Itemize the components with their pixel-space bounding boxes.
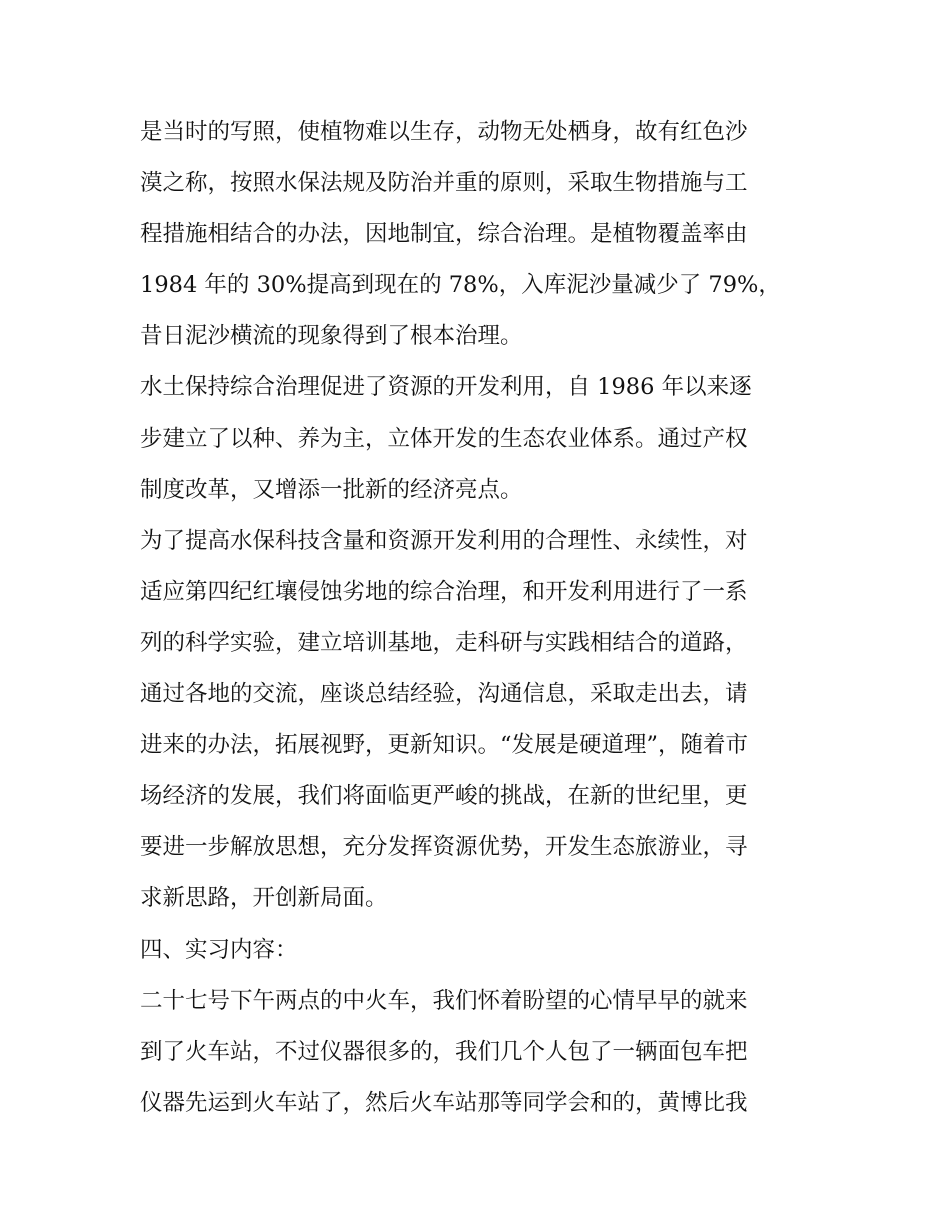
text-line: 昔日泥沙横流的现象得到了根本治理。 [140,323,523,350]
text-line: 列的科学实验，建立培训基地，走科研与实践相结合的道路， [140,629,748,656]
text-line: 要进一步解放思想，充分发挥资源优势，开发生态旅游业，寻 [140,834,748,861]
text-line: 二十七号下午两点的中火车，我们怀着盼望的心情早早的就来 [140,987,748,1014]
text-line: 步建立了以种、养为主，立体开发的生态农业体系。通过产权 [140,425,748,452]
text-line: 水土保持综合治理促进了资源的开发利用，自 1986 年以来逐 [140,374,752,401]
text-line: 进来的办法，拓展视野，更新知识。“发展是硬道理”，随着市 [140,732,749,759]
text-line: 求新思路，开创新局面。 [140,885,388,912]
text-line: 通过各地的交流，座谈总结经验，沟通信息，采取走出去，请 [140,681,748,708]
text-line: 仪器先运到火车站了，然后火车站那等同学会和的，黄博比我 [140,1089,748,1116]
text-line: 为了提高水保科技含量和资源开发利用的合理性、永续性，对 [140,527,748,554]
section-heading: 四、实习内容： [140,936,298,963]
text-line: 制度改革，又增添一批新的经济亮点。 [140,476,523,503]
text-line: 适应第四纪红壤侵蚀劣地的综合治理，和开发利用进行了一系 [140,578,748,605]
text-line: 是当时的写照，使植物难以生存，动物无处栖身，故有红色沙 [140,119,748,145]
text-line: 漠之称，按照水保法规及防治并重的原则，采取生物措施与工 [140,170,748,197]
text-line: 到了火车站，不过仪器很多的，我们几个人包了一辆面包车把 [140,1038,748,1065]
text-line: 程措施相结合的办法，因地制宜，综合治理。是植物覆盖率由 [140,221,748,248]
text-line: 1984 年的 30%提高到现在的 78%，入库泥沙量减少了 79%， [140,272,781,299]
text-line: 场经济的发展，我们将面临更严峻的挑战，在新的世纪里，更 [140,783,748,810]
body-text [140,107,820,1129]
